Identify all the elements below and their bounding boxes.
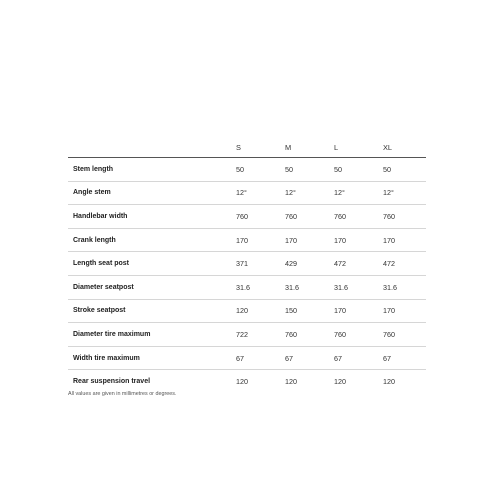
value-l: 12° [334, 188, 345, 198]
table-header-row [68, 136, 426, 158]
value-s: 371 [236, 259, 248, 269]
table-row-angle-stem [68, 182, 426, 206]
value-xl: 12° [383, 188, 394, 198]
value-m: 120 [285, 377, 297, 387]
table-row-handlebar-width [68, 205, 426, 229]
value-s: 120 [236, 306, 248, 316]
row-label: Handlebar width [73, 212, 128, 220]
value-xl: 760 [383, 211, 395, 221]
value-m: 50 [285, 164, 293, 174]
value-l: 760 [334, 211, 346, 221]
row-label: Stroke seatpost [73, 307, 126, 315]
table-row-diameter-seatpost [68, 276, 426, 300]
value-xl: 50 [383, 164, 391, 174]
row-label: Crank length [73, 236, 116, 244]
value-xl: 170 [383, 306, 395, 316]
value-l: 50 [334, 164, 342, 174]
value-l: 170 [334, 235, 346, 245]
value-l: 170 [334, 306, 346, 316]
table-row-stem-length [68, 158, 426, 182]
header-size-m: M [285, 143, 292, 152]
value-l: 31.6 [334, 282, 348, 292]
row-label: Diameter seatpost [73, 283, 134, 291]
value-m: 760 [285, 211, 297, 221]
value-xl: 120 [383, 377, 395, 387]
header-size-xl: XL [383, 143, 393, 152]
value-l: 67 [334, 353, 342, 363]
value-s: 170 [236, 235, 248, 245]
row-label: Diameter tire maximum [73, 330, 151, 338]
table-row-length-seat-post [68, 252, 426, 276]
geometry-table [68, 136, 426, 393]
value-l: 120 [334, 377, 346, 387]
value-s: 67 [236, 353, 244, 363]
row-label: Angle stem [73, 189, 111, 197]
value-m: 150 [285, 306, 297, 316]
row-label: Stem length [73, 165, 114, 173]
value-xl: 67 [383, 353, 391, 363]
value-m: 170 [285, 235, 297, 245]
table-row-stroke-seatpost [68, 300, 426, 324]
units-footnote: All values are given in millimetres or degrees. [68, 391, 177, 397]
value-s: 760 [236, 211, 248, 221]
value-s: 31.6 [236, 282, 250, 292]
value-s: 12° [236, 188, 247, 198]
header-size-s: S [236, 143, 241, 152]
row-label: Rear suspension travel [73, 378, 151, 386]
value-m: 12° [285, 188, 296, 198]
value-l: 760 [334, 329, 346, 339]
table-row-crank-length [68, 229, 426, 253]
header-size-l: L [334, 143, 339, 152]
value-m: 31.6 [285, 282, 299, 292]
value-s: 50 [236, 164, 244, 174]
value-xl: 170 [383, 235, 395, 245]
row-label: Width tire maximum [73, 354, 140, 362]
value-l: 472 [334, 259, 346, 269]
value-s: 120 [236, 377, 248, 387]
value-m: 67 [285, 353, 293, 363]
value-m: 760 [285, 329, 297, 339]
table-row-diameter-tire-maximum [68, 323, 426, 347]
value-m: 429 [285, 259, 297, 269]
value-xl: 31.6 [383, 282, 397, 292]
value-s: 722 [236, 329, 248, 339]
row-label: Length seat post [73, 260, 130, 268]
table-row-rear-suspension-travel [68, 370, 426, 393]
value-xl: 472 [383, 259, 395, 269]
value-xl: 760 [383, 329, 395, 339]
table-row-width-tire-maximum [68, 347, 426, 371]
